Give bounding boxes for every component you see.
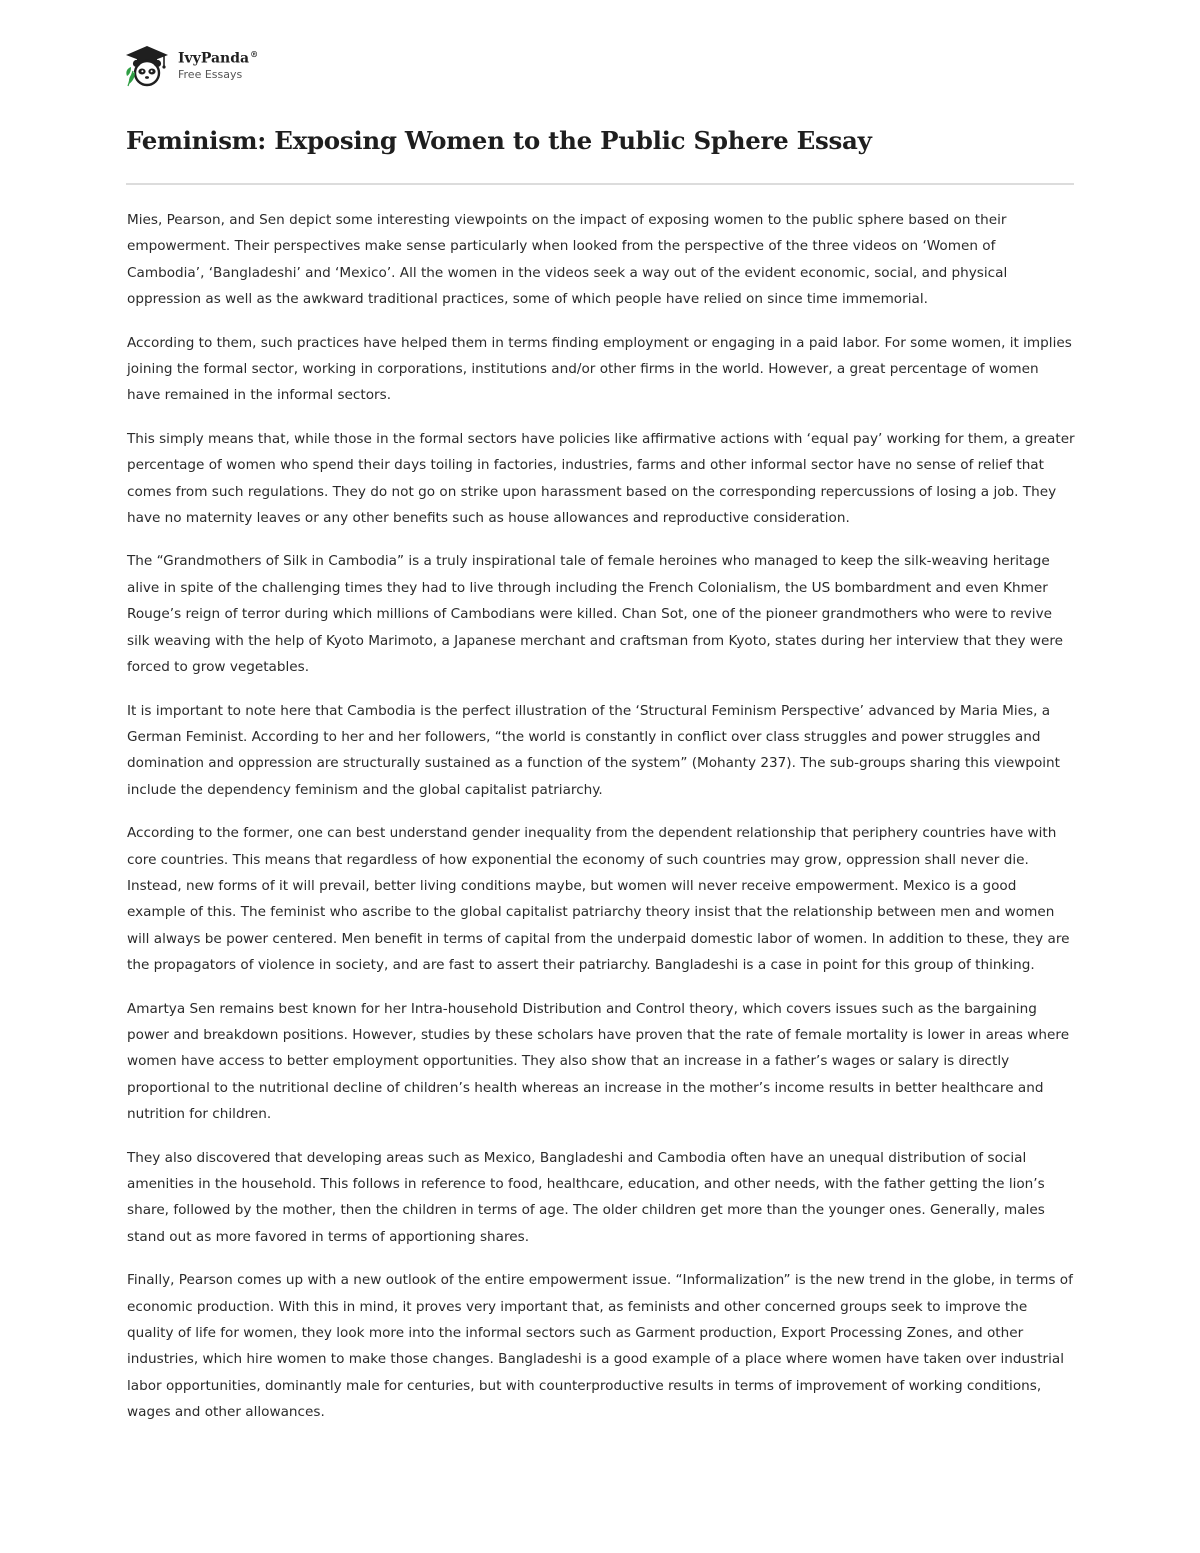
essay-paragraph: This simply means that, while those in the formal sectors have policies like affirmative actions with ‘equal pay’ working for them, a greater percentage of women who spend their days toiling in factories, industries, farms and other informal sector have no sense of relief that comes from such regulations. They do not go on strike upon harassment based on the corresponding repercussions of losing a job. They have no maternity leaves or any other benefits such as house allowances and reproductive consideration. [127,430,1075,527]
essay-paragraph: According to the former, one can best understand gender inequality from the dependent relationship that periphery countries have with core countries. This means that regardless of how exponential the economy of such countries may grow, oppression shall never die. Instead, new forms of it will prevail, better living conditions maybe, but women will never receive empowerment. Mexico is a good example of this. The feminist who ascribe to the global capitalist patriarchy theory insist that the relationship between men and women will always be power centered. Men benefit in terms of capital from the underpaid domestic labor of women. In addition to these, they are the propagators of violence in society, and are fast to assert their patriarchy. Bangladeshi is a case in point for this group of thinking. [127,825,1070,974]
essay-paragraph: They also discovered that developing areas such as Mexico, Bangladeshi and Cambodia often have an unequal distribution of social amenities in the household. This follows in reference to food, healthcare, education, and other needs, with the father getting the lion’s share, followed by the mother, then the children in terms of age. The older children get more than the younger ones. Generally, males stand out as more favored in terms of apportioning shares. [127,1149,1045,1245]
essay-paragraph: According to them, such practices have helped them in terms finding employment or engaging in a paid labor. For some women, it implies joining the formal sector, working in corporations, institutions and/or other firms in the world. However, a great percentage of women have remained in the informal sectors. [127,334,1072,404]
essay-paragraph: Finally, Pearson comes up with a new outlook of the entire empowerment issue. “Informalization” is the new trend in the globe, in terms of economic production. With this in mind, it proves very important that, as feminists and other concerned groups seek to improve the quality of life for women, they look more into the informal sectors such as Garment production, Export Processing Zones, and other industries, which hire women to make those changes. Bangladeshi is a good example of a place where women have taken over industrial labor opportunities, dominantly male for centuries, but with counterproductive results in terms of improvement of working conditions, wages and other allowances. [127,1272,1073,1421]
essay-paragraph: It is important to note here that Cambodia is the perfect illustration of the ‘Structural Feminism Perspective’ advanced by Maria Mies, a German Feminist. According to her and her followers, “the world is constantly in conflict over class struggles and power struggles and domination and oppression are structurally sustained as a function of the system” (Mohanty 237). The sub-groups sharing this viewpoint include the dependency feminism and the global capitalist patriarchy. [127,702,1060,798]
brand-subtitle: Free Essays [178,68,243,82]
essay-paragraph: Amartya Sen remains best known for her Intra-household Distribution and Control theory, which covers issues such as the bargaining power and breakdown positions. However, studies by these scholars have proven that the rate of female mortality is lower in areas where women have access to better employment opportunities. They also show that an increase in a father’s wages or salary is directly proportional to the nutritional decline of children’s health whereas an increase in the mother’s income results in better healthcare and nutrition for children. [127,1000,1070,1123]
brand-name: IvyPanda® [178,49,259,68]
brand-text [178,50,258,81]
essay-paragraph: The “Grandmothers of Silk in Cambodia” is a truly inspirational tale of female heroines who managed to keep the silk-weaving heritage alive in spite of the challenging times they had to live through including the French Colonialism, the US bombardment and even Khmer Rouge’s reign of terror during which millions of Cambodians were killed. Chan Sot, one of the pioneer grandmothers who were to revive silk weaving with the help of Kyoto Marimoto, a Japanese merchant and craftsman from Kyoto, states during her interview that they were forced to grow vegetables. [127,553,1063,676]
ivypanda-logo-icon [124,44,170,88]
title-divider [126,183,1074,185]
essay-body [127,207,1075,1443]
brand-header[interactable] [124,44,258,88]
brand-trademark: ® [250,49,259,60]
essay-paragraph: Mies, Pearson, and Sen depict some interesting viewpoints on the impact of exposing women to the public sphere based on their empowerment. Their perspectives make sense particularly when looked from the perspective of the three videos on ‘Women of Cambodia’, ‘Bangladeshi’ and ‘Mexico’. All the women in the videos seek a way out of the evident economic, social, and physical oppression as well as the awkward traditional practices, some of which people have relied on since time immemorial. [127,212,1008,308]
essay-title: Feminism: Exposing Women to the Public Sphere Essay [126,126,872,155]
